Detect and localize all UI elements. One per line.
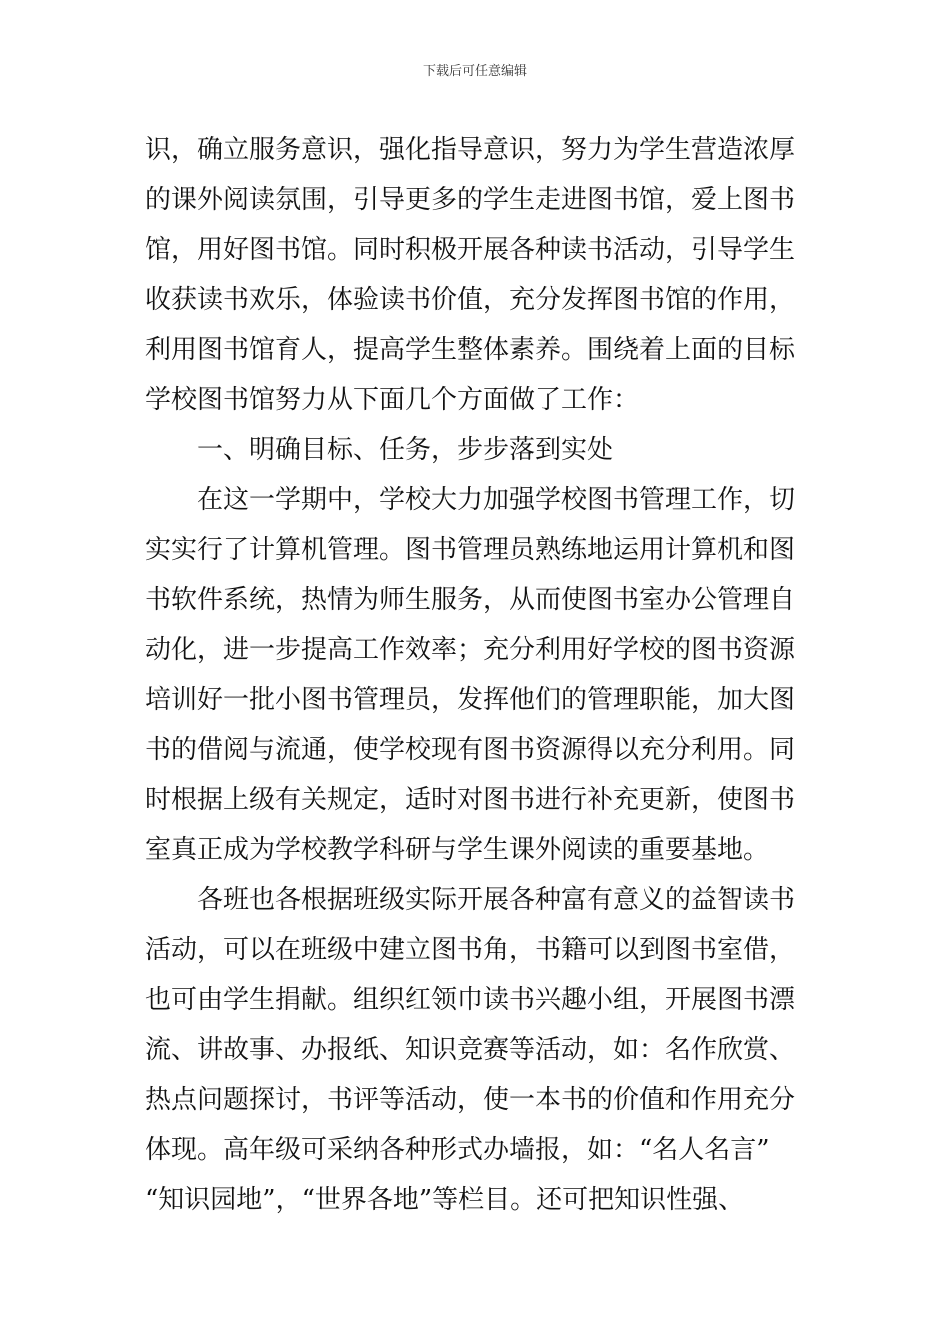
text-line: 动化，进一步提高工作效率；充分利用好学校的图书资源 [145, 635, 796, 665]
text-line: 书的借阅与流通，使学校现有图书资源得以充分利用。同 [145, 735, 796, 765]
text-line: 也可由学生捐献。组织红领巾读书兴趣小组，开展图书漂 [145, 985, 796, 1015]
text-line: 的课外阅读氛围，引导更多的学生走进图书馆，爱上图书 [145, 185, 796, 215]
paragraph-start-line: 在这一学期中，学校大力加强学校图书管理工作，切 [197, 485, 796, 515]
text-line: 活动，可以在班级中建立图书角，书籍可以到图书室借， [145, 935, 796, 965]
text-line: 培训好一批小图书管理员，发挥他们的管理职能，加大图 [145, 685, 796, 715]
text-line: 时根据上级有关规定，适时对图书进行补充更新，使图书 [145, 785, 796, 815]
page-header: 下载后可任意编辑 [422, 64, 527, 79]
text-line: 实实行了计算机管理。图书管理员熟练地运用计算机和图 [145, 535, 796, 565]
text-line: 室真正成为学校教学科研与学生课外阅读的重要基地。 [145, 835, 770, 865]
text-line: 收获读书欢乐，体验读书价值，充分发挥图书馆的作用， [145, 285, 796, 315]
text-line: 学校图书馆努力从下面几个方面做了工作： [145, 385, 640, 415]
section-heading: 一、明确目标、任务，步步落到实处 [197, 435, 614, 465]
text-line: “知识园地”，“世界各地”等栏目。还可把知识性强、 [145, 1185, 745, 1215]
text-line: 识，确立服务意识，强化指导意识，努力为学生营造浓厚 [145, 135, 796, 165]
paragraph-start-line: 各班也各根据班级实际开展各种富有意义的益智读书 [197, 885, 796, 915]
document-body [145, 125, 815, 1225]
text-line: 书软件系统，热情为师生服务，从而使图书室办公管理自 [145, 585, 796, 615]
text-line: 体现。高年级可采纳各种形式办墙报，如：“名人名言” [145, 1135, 770, 1165]
text-line: 馆，用好图书馆。同时积极开展各种读书活动，引导学生 [145, 235, 796, 265]
text-line: 利用图书馆育人，提高学生整体素养。围绕着上面的目标 [145, 335, 796, 365]
text-line: 热点问题探讨，书评等活动，使一本书的价值和作用充分 [145, 1085, 796, 1115]
text-line: 流、讲故事、办报纸、知识竞赛等活动，如：名作欣赏、 [145, 1035, 796, 1065]
